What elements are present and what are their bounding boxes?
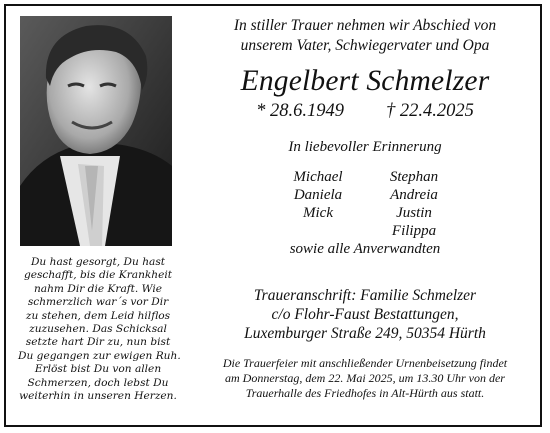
- family-name: Filippa: [391, 223, 437, 239]
- death-date: † 22.4.2025: [386, 101, 474, 121]
- poem-line: weiterhin in unseren Herzen.: [19, 390, 177, 403]
- family-name: Michael: [293, 169, 343, 185]
- poem-line: setzte hart Dir zu, nun bist: [25, 336, 171, 349]
- poem-line: Du gegangen zur ewigen Ruh.: [18, 349, 181, 362]
- family-name: Andreia: [390, 187, 438, 203]
- family-column-left: [268, 168, 368, 222]
- mourning-address: [200, 286, 530, 343]
- family-name: Daniela: [293, 187, 343, 203]
- life-dates: [200, 100, 530, 122]
- poem-line: geschafft, bis die Krankheit: [23, 269, 173, 282]
- address-line: Luxemburger Straße 249, 50354 Hürth: [244, 325, 486, 342]
- service-line: Die Trauerfeier mit anschließender Urnenbeisetzung findet: [222, 356, 508, 370]
- deceased-name: Engelbert Schmelzer: [240, 65, 490, 97]
- notice-body: [200, 16, 530, 402]
- family-column-right: [364, 168, 464, 240]
- poem-line: Schmerzen, doch lebst Du: [27, 376, 169, 389]
- service-info: [200, 356, 530, 402]
- intro-text: [200, 16, 530, 56]
- birth-date: * 28.6.1949: [256, 101, 344, 121]
- poem-line: schmerzlich war´s vor Dir: [27, 296, 169, 309]
- intro-line: unserem Vater, Schwiegervater und Opa: [240, 37, 490, 54]
- poem-line: Du hast gesorgt, Du hast: [30, 256, 166, 268]
- poem-text: [18, 256, 181, 403]
- service-line: Trauerhalle des Friedhofes in Alt-Hürth aus statt.: [245, 386, 485, 401]
- family-name: Stephan: [389, 169, 439, 185]
- family-name: Justin: [396, 205, 432, 221]
- memory-line: In liebevoller Erinnerung: [288, 139, 442, 155]
- poem-line: Erlöst bist Du von allen: [34, 363, 162, 376]
- service-line: am Donnerstag, dem 22. Mai 2025, um 13.30 Uhr von der: [225, 371, 505, 386]
- intro-line: In stiller Trauer nehmen wir Abschied von: [233, 17, 497, 34]
- relatives-line: sowie alle Anverwandten: [289, 241, 441, 257]
- poem-line: nahm Dir die Kraft. Wie: [33, 282, 163, 295]
- address-line: Traueranschrift: Familie Schmelzer: [253, 287, 477, 304]
- family-name: Mick: [303, 205, 333, 221]
- portrait-photo: [20, 16, 172, 246]
- poem-line: zu stehen, dem Leid hilflos: [25, 309, 171, 322]
- poem-line: zuzusehen. Das Schicksal: [29, 323, 167, 336]
- family-names: [200, 168, 530, 240]
- address-line: c/o Flohr-Faust Bestattungen,: [271, 306, 459, 323]
